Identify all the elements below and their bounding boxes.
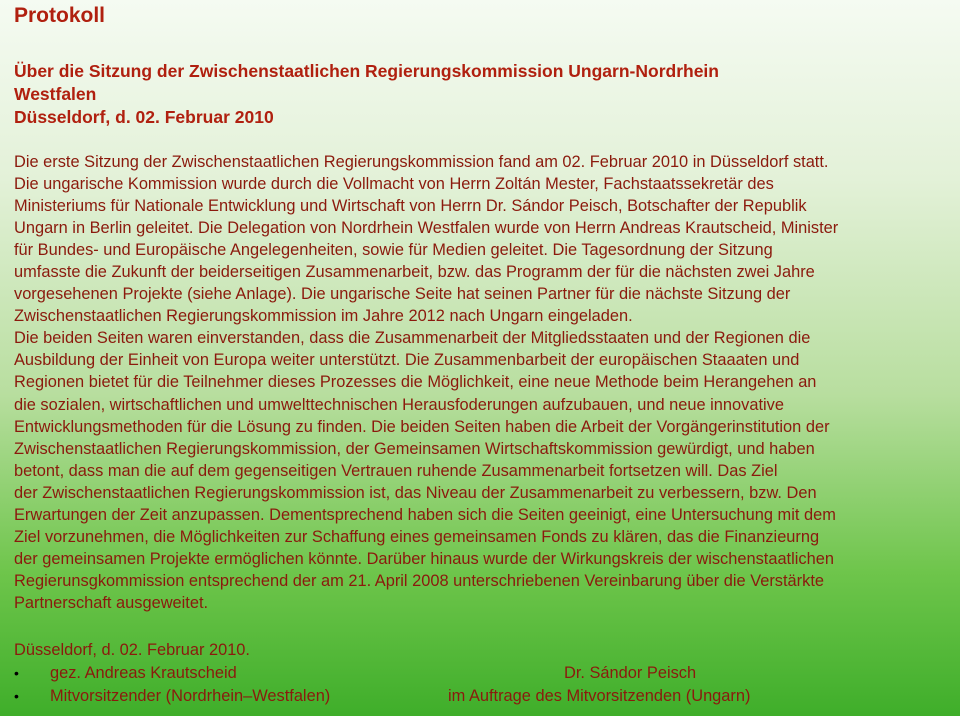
- body-line: Ausbildung der Einheit von Europa weiter unterstützt. Die Zusammenbarbeit der europäischen Staaaten und: [14, 351, 800, 370]
- body-line: betont, dass man die auf dem gegenseitigen Vertrauen ruhende Zusammenarbeit fortsetzen will. Das Ziel: [14, 461, 778, 480]
- body-line: vorgesehenen Projekte (siehe Anlage). Die ungarische Seite hat seinen Partner für die nächste Sitzung der: [14, 285, 791, 304]
- closing-date: Düsseldorf, d. 02. Februar 2010.: [14, 641, 250, 659]
- protocol-body: [14, 151, 949, 614]
- body-line: Zwischenstaatlichen Regierungskommission im Jahre 2012 nach Ungarn eingeladen.: [14, 307, 633, 326]
- signature-row-names: [14, 662, 944, 684]
- body-line: Partnerschaft ausgeweitet.: [14, 593, 209, 612]
- page-title: Protokoll: [14, 4, 106, 27]
- body-line: Entwicklungsmethoden für die Lösung zu finden. Die beiden Seiten haben die Arbeit der Vorgängerinstitution der: [14, 417, 830, 436]
- body-line: Regierunsgkommission entsprechend der am 21. April 2008 unterschriebenen Vereinbarung über die Verstärkte: [14, 571, 824, 590]
- body-line: Die beiden Seiten waren einverstanden, dass die Zusammenarbeit der Mitgliedsstaaten und der Regionen die: [14, 329, 811, 348]
- body-line: die sozialen, wirtschaftlichen und umwelttechnischen Herausfoderungen aufzubauen, und neue innovative: [14, 395, 784, 414]
- body-line: Zwischenstaatlichen Regierungskommission, der Gemeinsamen Wirtschaftskommission gewürdigt, und haben: [14, 439, 815, 458]
- signatory-right-name: Dr. Sándor Peisch: [564, 664, 697, 682]
- signatory-left-name: gez. Andreas Krautscheid: [50, 664, 237, 682]
- signatory-left-role: Mitvorsitzender (Nordrhein–Westfalen): [50, 687, 331, 705]
- body-line: Ziel vorzunehmen, die Möglichkeiten zur Schaffung eines gemeinsamen Fonds zu klären, das die Finanzieurng: [14, 527, 820, 546]
- bullet-icon: •: [14, 665, 19, 681]
- body-line: Die ungarische Kommission wurde durch die Vollmacht von Herrn Zoltán Mester, Fachstaatssekretär des: [14, 175, 774, 194]
- body-line: Die erste Sitzung der Zwischenstaatlichen Regierungskommission fand am 02. Februar 2010 in Düsseldorf statt.: [14, 153, 829, 171]
- subtitle-line-1: Über die Sitzung der Zwischenstaatlichen Regierungskommission Ungarn-Nordrhein: [14, 61, 719, 81]
- signature-row-roles: [14, 685, 944, 707]
- body-line: Regionen bietet für die Teilnehmer dieses Prozesses die Möglichkeit, eine neue Methode beim Herangehen an: [14, 373, 817, 392]
- body-line: für Bundes- und Europäische Angelegenheiten, sowie für Medien geleitet. Die Tagesordnung der Sitzung: [14, 241, 773, 260]
- bullet-icon: •: [14, 688, 19, 704]
- body-line: Ministeriums für Nationale Entwicklung und Wirtschaft von Herrn Dr. Sándor Peisch, Botschafter der Republik: [14, 197, 807, 216]
- document-subtitle: [14, 60, 934, 129]
- body-line: der gemeinsamen Projekte ermöglichen könnte. Darüber hinaus wurde der Wirkungskreis der wischenstaatlichen: [14, 549, 834, 568]
- signatory-right-role: im Auftrage des Mitvorsitzenden (Ungarn): [448, 687, 751, 705]
- body-line: umfasste die Zukunft der beiderseitigen Zusammenarbeit, bzw. das Programm der für die nächsten zwei Jahre: [14, 263, 815, 282]
- subtitle-line-2: Westfalen: [14, 84, 97, 104]
- body-line: der Zwischenstaatlichen Regierungskommission ist, das Niveau der Zusammenarbeit zu verbessern, bzw. Den: [14, 483, 817, 502]
- body-line: Ungarn in Berlin geleitet. Die Delegation von Nordrhein Westfalen wurde von Herrn Andreas Krautscheid, Minister: [14, 219, 839, 238]
- subtitle-line-3: Düsseldorf, d. 02. Februar 2010: [14, 107, 274, 127]
- body-line: Erwartungen der Zeit anzupassen. Dementsprechend haben sich die Seiten geeinigt, eine Untersuchung mit dem: [14, 505, 836, 524]
